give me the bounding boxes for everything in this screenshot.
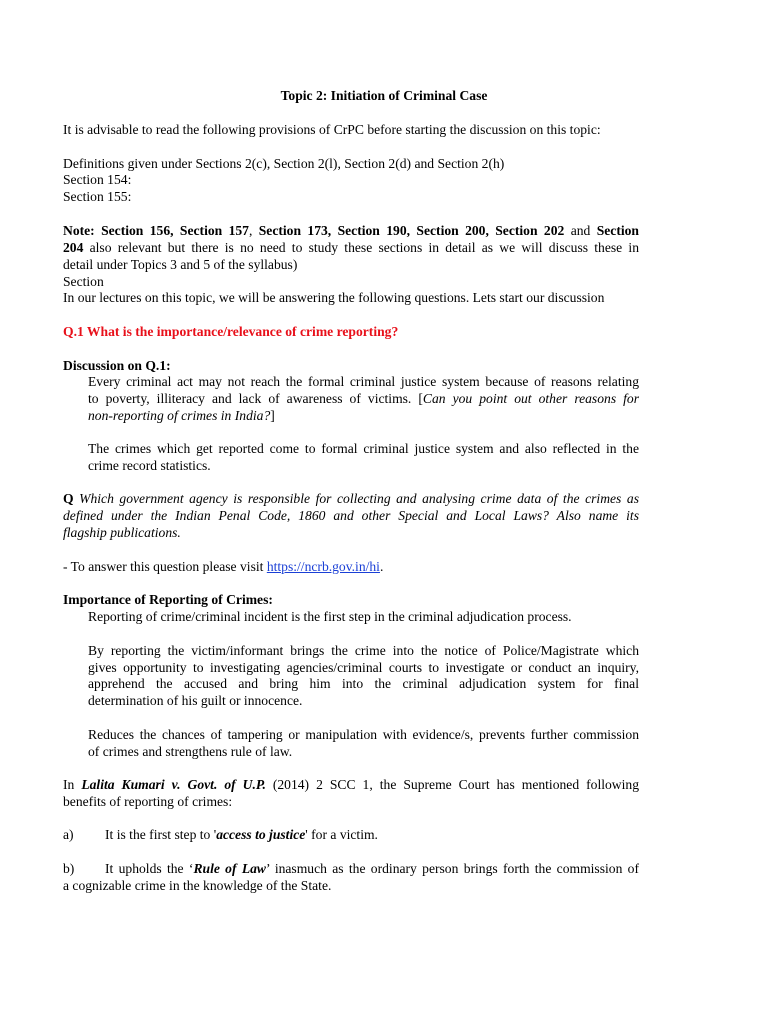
section-155-line: Section 155: <box>63 189 132 204</box>
definitions-line: Definitions given under Sections 2(c), Section 2(l), Section 2(d) and Section 2(h) <box>63 156 505 171</box>
bullet-1-line-3: non-reporting of crimes in India?] <box>88 408 275 423</box>
importance-heading: Importance of Reporting of Crimes: <box>63 592 273 607</box>
agency-question-line-3: flagship publications. <box>63 525 181 540</box>
lecture-intro: In our lectures on this topic, we will be answering the following questions. Lets start our discussion <box>63 290 605 305</box>
section-154-line: Section 154: <box>63 172 132 187</box>
benefit-b-line-1: b) It upholds the ‘Rule of Law’ inasmuch as the ordinary person brings forth the commission of <box>63 861 640 876</box>
importance-bullet-3-line-2: of crimes and strengthens rule of law. <box>88 744 293 759</box>
importance-bullet-1: Reporting of crime/criminal incident is the first step in the criminal adjudication process. <box>88 609 572 624</box>
answer-line: - To answer this question please visit https://ncrb.gov.in/hi. <box>63 559 384 574</box>
importance-bullet-3-line-1: Reduces the chances of tampering or manipulation with evidence/s, prevents further commission <box>88 727 639 742</box>
importance-bullet-2-line-1: By reporting the victim/informant brings the crime into the notice of Police/Magistrate which <box>88 643 639 658</box>
bullet-icon <box>65 729 75 740</box>
agency-question-line-1: Q Which government agency is responsible for collecting and analysing crime data of the crimes as <box>63 491 639 506</box>
discussion-heading: Discussion on Q.1: <box>63 358 171 373</box>
lalita-line-2: benefits of reporting of crimes: <box>63 794 233 809</box>
agency-question-line-2: defined under the Indian Penal Code, 1860 and other Special and Local Laws? Also name its <box>63 508 639 523</box>
bullet-icon <box>65 443 75 454</box>
note-line-2: 204 also relevant but there is no need to study these sections in detail as we will discuss these in <box>63 240 639 255</box>
importance-bullet-2-line-4: determination of his guilt or innocence. <box>88 693 303 708</box>
bullet-1-line-1: Every criminal act may not reach the formal criminal justice system because of reasons relating <box>88 374 639 389</box>
importance-bullet-2-line-3: apprehend the accused and bring him into the criminal adjudication system for final <box>88 676 639 691</box>
bullet-icon <box>65 376 75 387</box>
ncrb-link[interactable]: https://ncrb.gov.in/hi <box>266 559 380 574</box>
benefit-a: a) It is the first step to 'access to justice' for a victim. <box>63 827 378 842</box>
note-line-3: detail under Topics 3 and 5 of the syllabus) <box>63 257 298 272</box>
page-title: Topic 2: Initiation of Criminal Case <box>280 88 488 103</box>
bullet-1-line-2: to poverty, illiteracy and lack of awareness of victims. [Can you point out other reasons for <box>88 391 640 406</box>
note-line-4: Section <box>63 274 104 289</box>
bullet-2-line-2: crime record statistics. <box>88 458 211 473</box>
bullet-2-line-1: The crimes which get reported come to formal criminal justice system and also reflected in the <box>88 441 639 456</box>
intro-text: It is advisable to read the following provisions of CrPC before starting the discussion on this topic: <box>63 122 601 137</box>
benefit-b-line-2: a cognizable crime in the knowledge of the State. <box>63 878 332 893</box>
question-1-heading: Q.1 What is the importance/relevance of crime reporting? <box>63 324 399 339</box>
lalita-line-1: In Lalita Kumari v. Govt. of U.P. (2014) 2 SCC 1, the Supreme Court has mentioned following <box>63 777 639 792</box>
bullet-icon <box>65 645 75 656</box>
note-line-1: Note: Section 156, Section 157, Section 173, Section 190, Section 200, Section 202 and Section <box>63 223 639 238</box>
importance-bullet-2-line-2: gives opportunity to investigating agencies/criminal courts to investigate or conduct an inquiry, <box>88 660 639 675</box>
bullet-icon <box>65 611 75 622</box>
